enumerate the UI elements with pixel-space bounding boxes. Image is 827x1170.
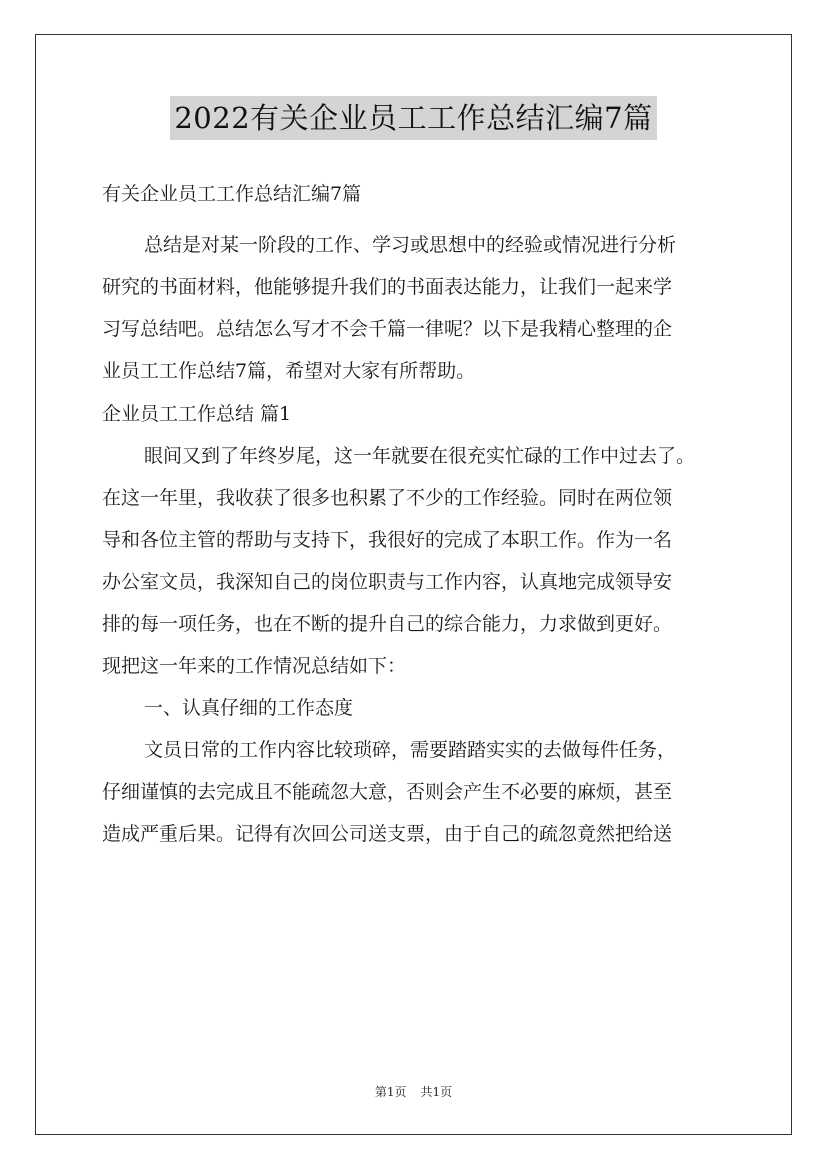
intro-line-2: 研究的书面材料，他能够提升我们的书面表达能力，让我们一起来学 [102, 276, 673, 298]
para1-line-5: 排的每一项任务，也在不断的提升自己的综合能力，力求做到更好。 [102, 613, 673, 635]
intro-line-3: 习写总结吧。总结怎么写才不会千篇一律呢？以下是我精心整理的企 [102, 318, 673, 340]
para1-line-4: 办公室文员，我深知自己的岗位职责与工作内容，认真地完成领导安 [102, 571, 673, 593]
para2-line-2: 仔细谨慎的去完成且不能疏忽大意，否则会产生不必要的麻烦，甚至 [102, 781, 673, 803]
subtitle-line: 有关企业员工工作总结汇编7篇 [102, 183, 362, 205]
intro-line-1: 总结是对某一阶段的工作、学习或思想中的经验或情况进行分析 [144, 234, 677, 256]
page-number: 第1页 [374, 1085, 407, 1099]
para2-line-1: 文员日常的工作内容比较琐碎，需要踏踏实实的去做每件任务， [144, 739, 677, 761]
document-title: 2022有关企业员工工作总结汇编7篇 [170, 96, 656, 140]
para1-line-6: 现把这一年来的工作情况总结如下： [102, 655, 407, 677]
subsection-heading: 一、认真仔细的工作态度 [144, 697, 354, 719]
para2-line-3: 造成严重后果。记得有次回公司送支票，由于自己的疏忽竟然把给送 [102, 823, 673, 845]
title-area [0, 96, 827, 140]
page-total: 共1页 [420, 1085, 453, 1099]
document-body [102, 173, 742, 855]
section-heading-1: 企业员工工作总结 篇1 [102, 403, 292, 425]
para1-line-3: 导和各位主管的帮助与支持下，我很好的完成了本职工作。作为一名 [102, 529, 673, 551]
page-footer [0, 1082, 827, 1102]
para1-line-2: 在这一年里，我收获了很多也积累了不少的工作经验。同时在两位领 [102, 487, 673, 509]
para1-line-1: 眼间又到了年终岁尾，这一年就要在很充实忙碌的工作中过去了。 [144, 445, 696, 467]
intro-line-4: 业员工工作总结7篇，希望对大家有所帮助。 [102, 360, 476, 382]
